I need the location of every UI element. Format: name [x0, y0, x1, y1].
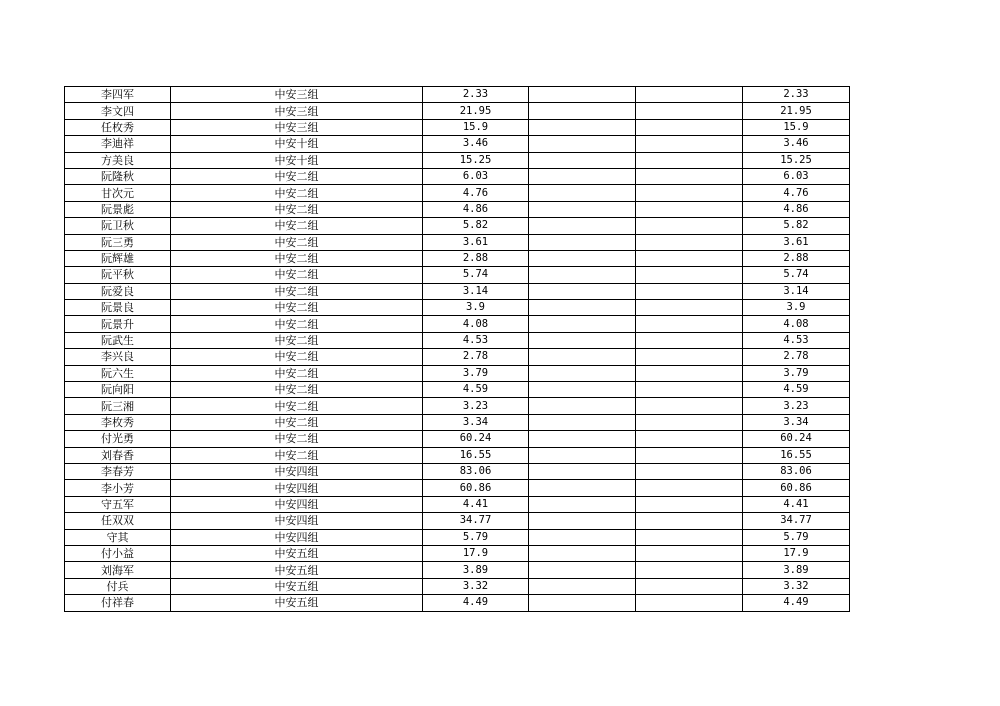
- cell-value: 83.06: [423, 463, 529, 479]
- table-row: [65, 431, 850, 447]
- cell-total: 2.88: [743, 250, 850, 266]
- cell-group: 中安二组: [171, 414, 423, 430]
- cell-name: 李兴良: [65, 349, 171, 365]
- cell-value: 4.53: [423, 332, 529, 348]
- cell-total: 15.25: [743, 152, 850, 168]
- cell-name: 刘春香: [65, 447, 171, 463]
- cell-total: 60.24: [743, 431, 850, 447]
- cell-name: 付兵: [65, 578, 171, 594]
- cell-col5: [636, 529, 743, 545]
- cell-total: 60.86: [743, 480, 850, 496]
- cell-col4: [529, 513, 636, 529]
- cell-col5: [636, 578, 743, 594]
- cell-col4: [529, 447, 636, 463]
- cell-name: 李枚秀: [65, 414, 171, 430]
- cell-col5: [636, 119, 743, 135]
- cell-value: 3.79: [423, 365, 529, 381]
- cell-value: 21.95: [423, 103, 529, 119]
- cell-name: 阮景彪: [65, 201, 171, 217]
- cell-col4: [529, 496, 636, 512]
- table-body: [65, 87, 850, 612]
- cell-col4: [529, 595, 636, 611]
- table-row: [65, 513, 850, 529]
- cell-name: 阮武生: [65, 332, 171, 348]
- cell-col4: [529, 463, 636, 479]
- cell-value: 3.89: [423, 562, 529, 578]
- cell-col5: [636, 398, 743, 414]
- cell-col5: [636, 103, 743, 119]
- cell-value: 4.86: [423, 201, 529, 217]
- cell-col4: [529, 316, 636, 332]
- cell-col4: [529, 414, 636, 430]
- cell-total: 4.76: [743, 185, 850, 201]
- cell-group: 中安二组: [171, 201, 423, 217]
- cell-col4: [529, 234, 636, 250]
- cell-col5: [636, 480, 743, 496]
- table-row: [65, 332, 850, 348]
- table-row: [65, 300, 850, 316]
- cell-name: 李四军: [65, 87, 171, 103]
- cell-value: 17.9: [423, 545, 529, 561]
- cell-col5: [636, 201, 743, 217]
- cell-col5: [636, 496, 743, 512]
- cell-col5: [636, 562, 743, 578]
- cell-col5: [636, 463, 743, 479]
- cell-col5: [636, 414, 743, 430]
- cell-col4: [529, 218, 636, 234]
- cell-name: 阮三勇: [65, 234, 171, 250]
- cell-group: 中安二组: [171, 218, 423, 234]
- cell-value: 4.41: [423, 496, 529, 512]
- cell-col5: [636, 168, 743, 184]
- cell-total: 3.61: [743, 234, 850, 250]
- cell-group: 中安二组: [171, 250, 423, 266]
- cell-name: 阮景良: [65, 300, 171, 316]
- cell-group: 中安二组: [171, 332, 423, 348]
- cell-group: 中安二组: [171, 185, 423, 201]
- cell-name: 阮三湘: [65, 398, 171, 414]
- cell-total: 17.9: [743, 545, 850, 561]
- data-table: [64, 86, 850, 612]
- cell-col5: [636, 250, 743, 266]
- table-row: [65, 562, 850, 578]
- cell-name: 阮向阳: [65, 382, 171, 398]
- cell-group: 中安三组: [171, 119, 423, 135]
- cell-group: 中安五组: [171, 562, 423, 578]
- cell-total: 5.79: [743, 529, 850, 545]
- cell-col5: [636, 365, 743, 381]
- cell-total: 3.14: [743, 283, 850, 299]
- cell-col5: [636, 152, 743, 168]
- cell-value: 15.25: [423, 152, 529, 168]
- cell-name: 付小益: [65, 545, 171, 561]
- cell-name: 任双双: [65, 513, 171, 529]
- cell-value: 16.55: [423, 447, 529, 463]
- cell-group: 中安二组: [171, 447, 423, 463]
- cell-col4: [529, 365, 636, 381]
- cell-value: 2.33: [423, 87, 529, 103]
- cell-total: 4.53: [743, 332, 850, 348]
- cell-name: 阮景升: [65, 316, 171, 332]
- cell-name: 方美良: [65, 152, 171, 168]
- cell-group: 中安二组: [171, 382, 423, 398]
- table-row: [65, 218, 850, 234]
- cell-value: 15.9: [423, 119, 529, 135]
- cell-value: 5.82: [423, 218, 529, 234]
- cell-total: 5.74: [743, 267, 850, 283]
- cell-col4: [529, 382, 636, 398]
- cell-value: 60.86: [423, 480, 529, 496]
- cell-col5: [636, 431, 743, 447]
- cell-col5: [636, 136, 743, 152]
- cell-value: 3.34: [423, 414, 529, 430]
- cell-total: 34.77: [743, 513, 850, 529]
- cell-col5: [636, 447, 743, 463]
- table-row: [65, 283, 850, 299]
- cell-value: 3.9: [423, 300, 529, 316]
- cell-total: 15.9: [743, 119, 850, 135]
- cell-value: 5.79: [423, 529, 529, 545]
- table-row: [65, 250, 850, 266]
- cell-col5: [636, 267, 743, 283]
- cell-value: 6.03: [423, 168, 529, 184]
- table-row: [65, 529, 850, 545]
- cell-group: 中安四组: [171, 496, 423, 512]
- cell-col5: [636, 332, 743, 348]
- cell-col4: [529, 332, 636, 348]
- cell-group: 中安二组: [171, 300, 423, 316]
- cell-col4: [529, 103, 636, 119]
- table-row: [65, 316, 850, 332]
- cell-total: 3.23: [743, 398, 850, 414]
- cell-col4: [529, 578, 636, 594]
- cell-group: 中安四组: [171, 480, 423, 496]
- table-row: [65, 545, 850, 561]
- table-row: [65, 578, 850, 594]
- cell-name: 李小芳: [65, 480, 171, 496]
- cell-value: 4.59: [423, 382, 529, 398]
- cell-total: 3.9: [743, 300, 850, 316]
- cell-total: 83.06: [743, 463, 850, 479]
- cell-col4: [529, 119, 636, 135]
- cell-col5: [636, 316, 743, 332]
- cell-col4: [529, 300, 636, 316]
- cell-name: 李春芳: [65, 463, 171, 479]
- cell-value: 4.49: [423, 595, 529, 611]
- cell-total: 3.32: [743, 578, 850, 594]
- cell-value: 3.61: [423, 234, 529, 250]
- cell-group: 中安三组: [171, 87, 423, 103]
- cell-col5: [636, 382, 743, 398]
- cell-group: 中安四组: [171, 463, 423, 479]
- table-row: [65, 595, 850, 611]
- table-row: [65, 201, 850, 217]
- cell-col5: [636, 513, 743, 529]
- cell-group: 中安二组: [171, 283, 423, 299]
- cell-col5: [636, 349, 743, 365]
- cell-col5: [636, 185, 743, 201]
- cell-group: 中安四组: [171, 513, 423, 529]
- cell-total: 5.82: [743, 218, 850, 234]
- cell-name: 阮爱良: [65, 283, 171, 299]
- cell-col4: [529, 562, 636, 578]
- cell-value: 2.88: [423, 250, 529, 266]
- cell-col5: [636, 234, 743, 250]
- cell-col4: [529, 168, 636, 184]
- table-row: [65, 447, 850, 463]
- cell-group: 中安二组: [171, 234, 423, 250]
- cell-total: 4.49: [743, 595, 850, 611]
- cell-col5: [636, 218, 743, 234]
- cell-name: 任枚秀: [65, 119, 171, 135]
- cell-group: 中安五组: [171, 545, 423, 561]
- cell-name: 甘次元: [65, 185, 171, 201]
- cell-total: 4.59: [743, 382, 850, 398]
- cell-name: 李文四: [65, 103, 171, 119]
- cell-value: 3.46: [423, 136, 529, 152]
- cell-col4: [529, 136, 636, 152]
- cell-col4: [529, 152, 636, 168]
- cell-col5: [636, 300, 743, 316]
- table-row: [65, 463, 850, 479]
- cell-total: 3.34: [743, 414, 850, 430]
- table-row: [65, 87, 850, 103]
- cell-col4: [529, 349, 636, 365]
- cell-col4: [529, 250, 636, 266]
- cell-total: 3.89: [743, 562, 850, 578]
- cell-total: 2.78: [743, 349, 850, 365]
- cell-col4: [529, 431, 636, 447]
- cell-col4: [529, 267, 636, 283]
- cell-name: 阮卫秋: [65, 218, 171, 234]
- cell-total: 4.08: [743, 316, 850, 332]
- cell-total: 21.95: [743, 103, 850, 119]
- cell-group: 中安三组: [171, 103, 423, 119]
- cell-total: 6.03: [743, 168, 850, 184]
- cell-col5: [636, 87, 743, 103]
- cell-value: 60.24: [423, 431, 529, 447]
- cell-name: 李迪祥: [65, 136, 171, 152]
- cell-value: 4.76: [423, 185, 529, 201]
- table-row: [65, 496, 850, 512]
- cell-total: 3.79: [743, 365, 850, 381]
- table-row: [65, 398, 850, 414]
- cell-col4: [529, 529, 636, 545]
- cell-value: 5.74: [423, 267, 529, 283]
- cell-group: 中安十组: [171, 152, 423, 168]
- cell-name: 刘海军: [65, 562, 171, 578]
- cell-value: 4.08: [423, 316, 529, 332]
- cell-group: 中安十组: [171, 136, 423, 152]
- table-row: [65, 349, 850, 365]
- cell-col5: [636, 595, 743, 611]
- table-row: [65, 234, 850, 250]
- cell-value: 2.78: [423, 349, 529, 365]
- cell-name: 守五军: [65, 496, 171, 512]
- table-row: [65, 365, 850, 381]
- cell-total: 3.46: [743, 136, 850, 152]
- cell-name: 付光勇: [65, 431, 171, 447]
- cell-col4: [529, 201, 636, 217]
- cell-value: 3.23: [423, 398, 529, 414]
- cell-total: 2.33: [743, 87, 850, 103]
- cell-name: 阮辉雄: [65, 250, 171, 266]
- cell-col4: [529, 283, 636, 299]
- cell-name: 守其: [65, 529, 171, 545]
- cell-group: 中安二组: [171, 365, 423, 381]
- cell-group: 中安五组: [171, 595, 423, 611]
- table-row: [65, 414, 850, 430]
- table-row: [65, 185, 850, 201]
- table-row: [65, 103, 850, 119]
- cell-value: 3.14: [423, 283, 529, 299]
- table-row: [65, 267, 850, 283]
- cell-name: 阮隆秋: [65, 168, 171, 184]
- cell-col5: [636, 545, 743, 561]
- cell-group: 中安二组: [171, 316, 423, 332]
- table-row: [65, 382, 850, 398]
- cell-group: 中安二组: [171, 168, 423, 184]
- cell-col4: [529, 480, 636, 496]
- cell-col4: [529, 87, 636, 103]
- cell-group: 中安二组: [171, 431, 423, 447]
- table-row: [65, 480, 850, 496]
- cell-group: 中安五组: [171, 578, 423, 594]
- table-row: [65, 136, 850, 152]
- cell-col4: [529, 545, 636, 561]
- cell-total: 16.55: [743, 447, 850, 463]
- cell-name: 阮六生: [65, 365, 171, 381]
- cell-col4: [529, 398, 636, 414]
- cell-name: 付祥春: [65, 595, 171, 611]
- cell-col5: [636, 283, 743, 299]
- cell-value: 34.77: [423, 513, 529, 529]
- table-row: [65, 168, 850, 184]
- table-row: [65, 152, 850, 168]
- table-row: [65, 119, 850, 135]
- cell-group: 中安二组: [171, 349, 423, 365]
- cell-group: 中安二组: [171, 398, 423, 414]
- cell-col4: [529, 185, 636, 201]
- cell-name: 阮平秋: [65, 267, 171, 283]
- cell-value: 3.32: [423, 578, 529, 594]
- cell-group: 中安四组: [171, 529, 423, 545]
- cell-total: 4.86: [743, 201, 850, 217]
- cell-total: 4.41: [743, 496, 850, 512]
- cell-group: 中安二组: [171, 267, 423, 283]
